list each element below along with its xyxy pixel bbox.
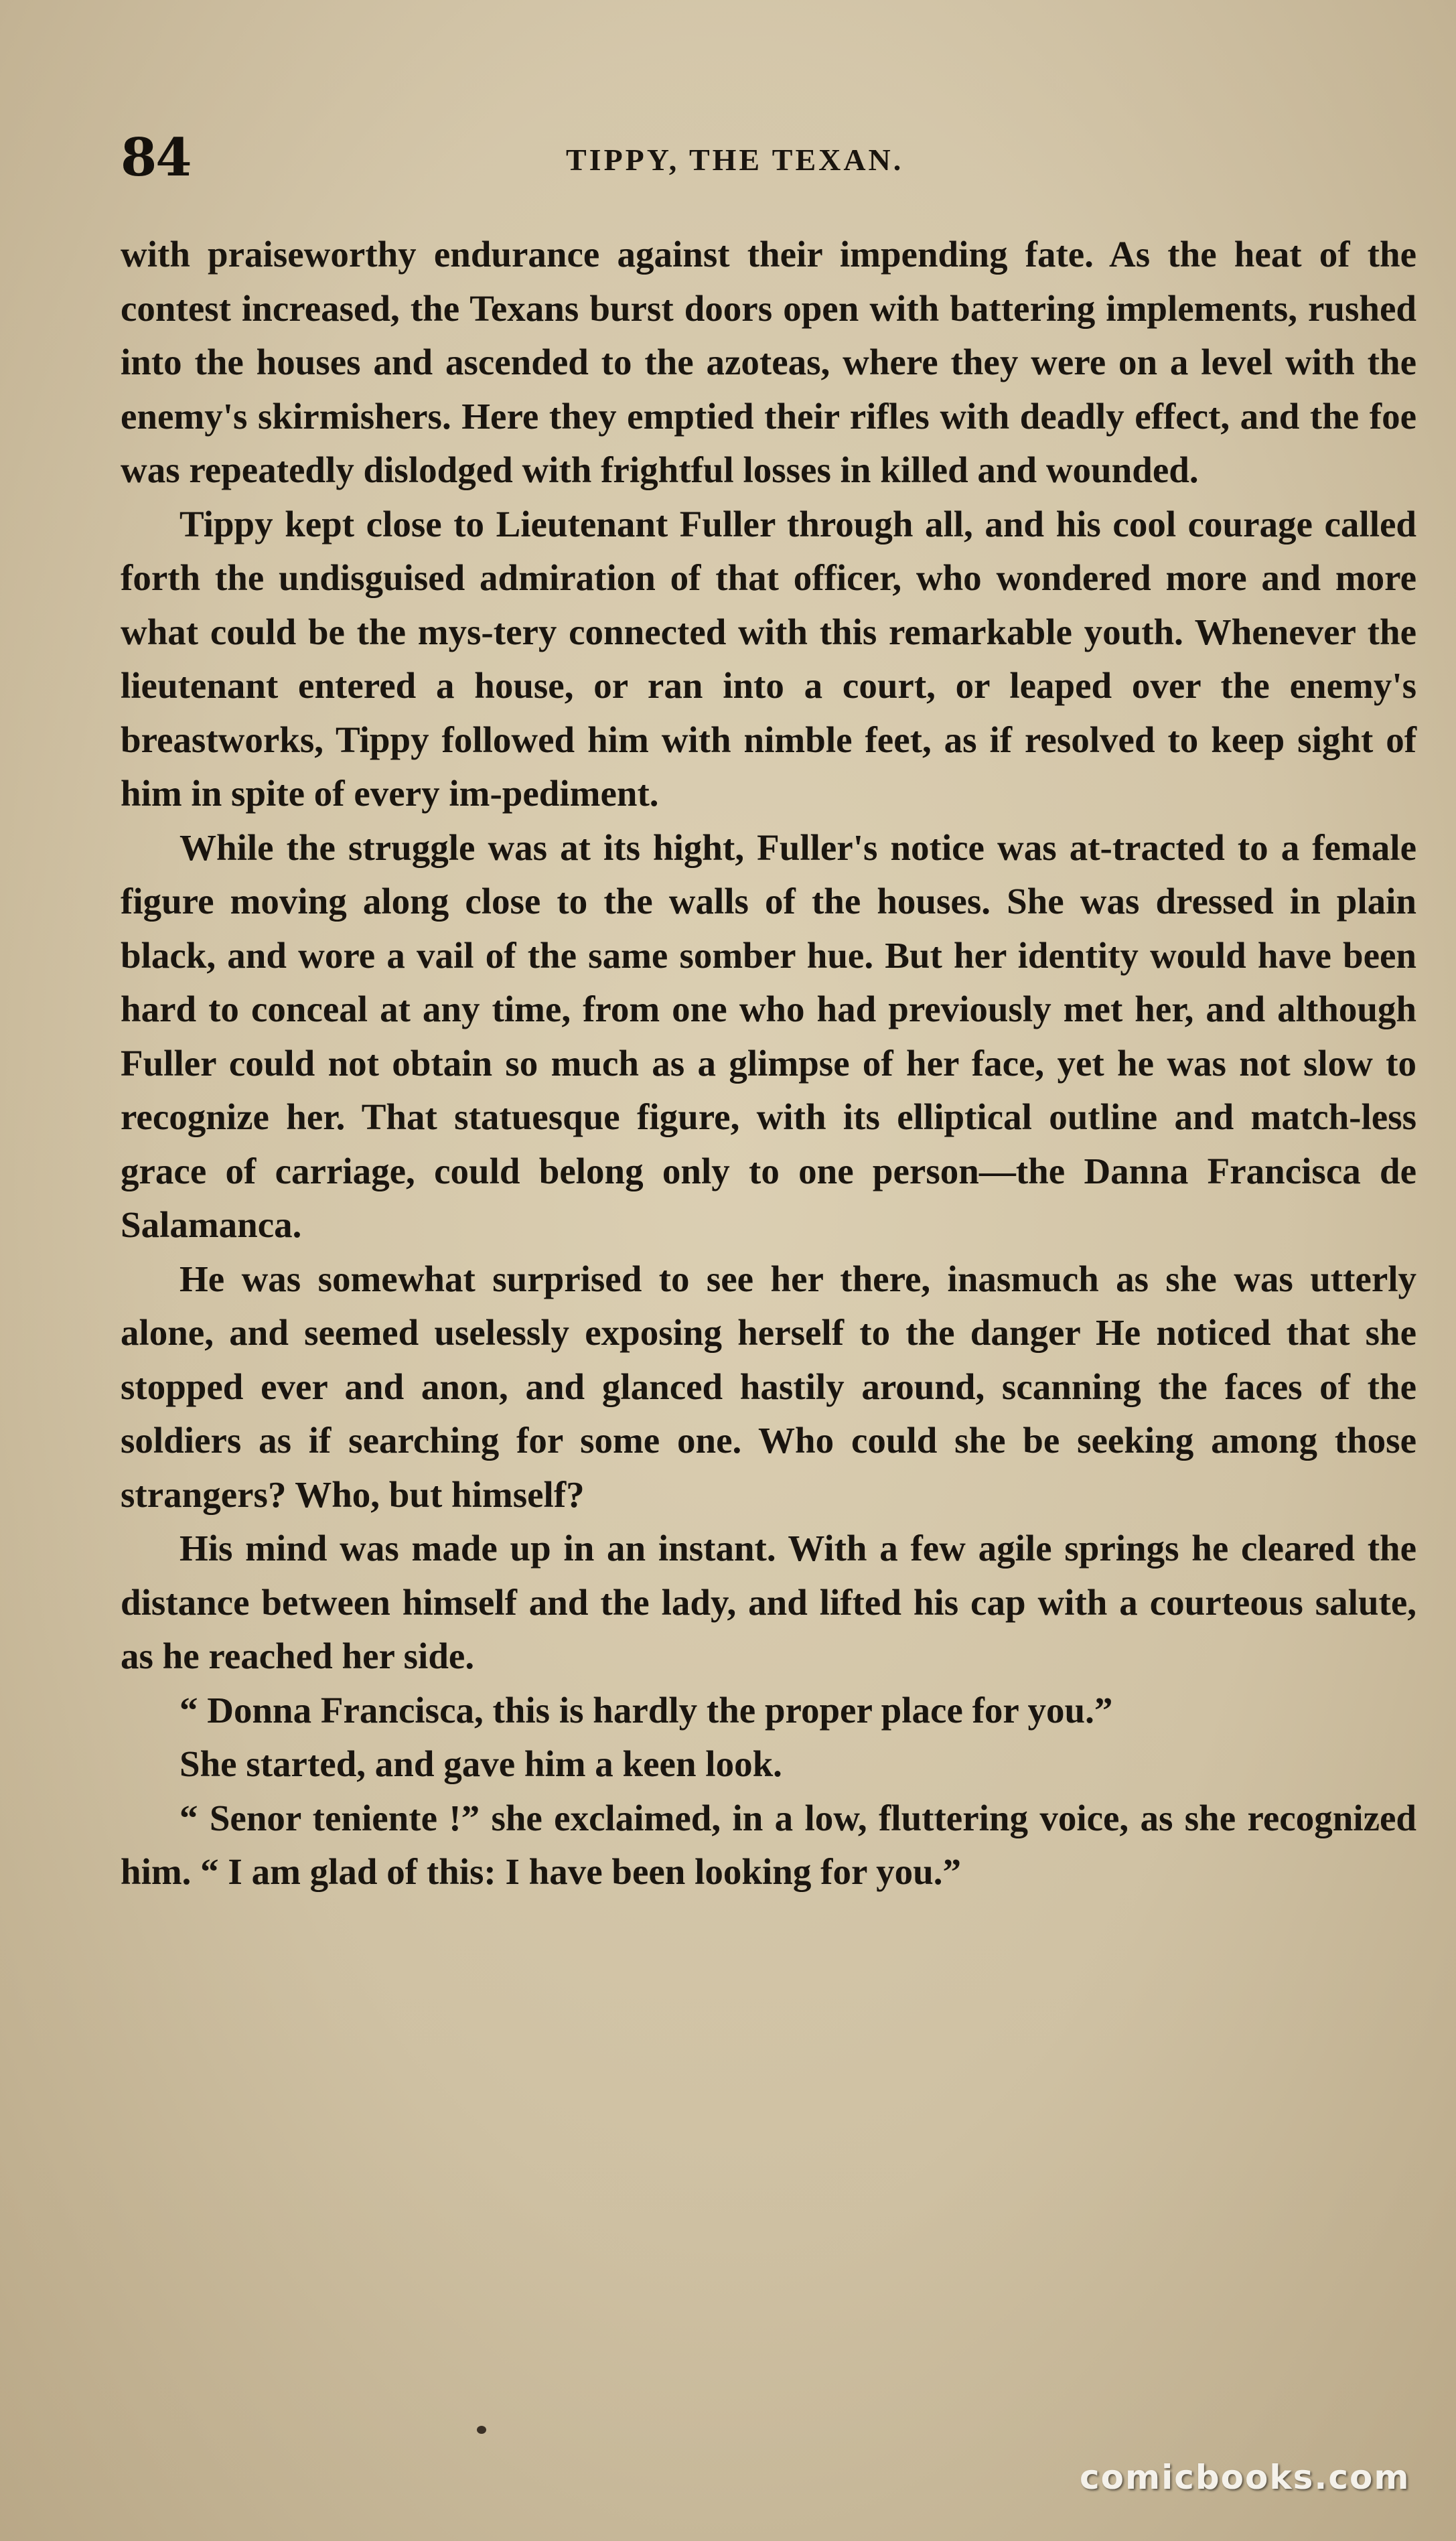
text-line: among those strangers? Who, but himself? [121,1420,1416,1515]
page-header [121,127,1420,188]
paragraph [121,1792,1416,1899]
text-line: to the danger He noticed that she stopped ever and anon, [121,1312,1417,1407]
text-line: tery connected with this remarkable youth. Whenever the [493,611,1416,652]
text-line: “ Senor teniente !” she exclaimed, in a low, fluttering voice, [179,1797,1129,1838]
text-line: deadly effect, and the foe was repeatedly dislodged with [121,395,1416,490]
text-line: as she recognized him. “ I am glad of this: I have been [121,1797,1416,1892]
paragraph [121,1737,1416,1792]
paragraph [121,1252,1416,1522]
text-line: ascended to the azoteas, where they were on a level with the [445,342,1416,382]
site-watermark: comicbooks.com [1080,2458,1410,2497]
paragraph [121,228,1416,498]
text-line: tracted to a female figure moving along close to the walls of [121,826,1416,922]
text-line: As the heat of the contest increased, the Texans burst doors [121,234,1416,329]
text-line: That statuesque figure, with its elliptical outline and match- [361,1096,1362,1137]
text-line: the enemy's breastworks, Tippy followed him with nimble [121,665,1417,760]
text-line: Tippy kept close to Lieutenant Fuller through all, and his [179,503,1101,544]
text-line: feet, as if resolved to keep sight of him in spite of every im- [121,719,1417,814]
text-line: hard to conceal at any time, from one who had previously [121,989,1051,1029]
page-number: 84 [121,127,191,188]
text-line: While the struggle was at its hight, Fuller's notice was at- [179,826,1112,868]
text-line: and lifted his cap with a courteous salute, as he reached her [121,1581,1416,1676]
text-line: officer, who wondered more and more what could be the mys- [121,557,1417,652]
text-line: as if searching for some one. Who could she be seeking [259,1420,1194,1461]
text-line: pediment. [502,773,659,814]
text-line: lieutenant entered a house, or ran into a court, or leaped over [121,665,1201,706]
text-line: enemy's skirmishers. Here they emptied their rifles with [121,395,1010,437]
running-title: TIPPY, THE TEXAN. [566,143,904,177]
text-line: the houses. She was dressed in plain black, and wore a vail [121,881,1416,976]
text-line: and glanced hastily around, scanning the faces of the soldiers [121,1366,1416,1461]
text-line: less grace of carriage, could belong only to one person—the [121,1096,1416,1191]
text-line: She started, and gave him a keen look. [179,1743,782,1784]
text-line: met her, and although Fuller could not obtain so much as a [121,989,1416,1084]
paragraph [121,1684,1416,1738]
ink-dot [477,2426,486,2434]
text-line: side. [403,1636,475,1676]
text-line: He was somewhat surprised to see her there, inasmuch as [179,1258,1149,1299]
text-line: with praiseworthy endurance against their impending fate. [121,234,1094,275]
paragraph [121,1522,1416,1684]
text-line: frightful losses in killed and wounded. [601,449,1199,490]
text-line: “ Donna Francisca, this is hardly the proper place for you.” [179,1689,1113,1731]
text-line: of the same somber hue. But her identity would have been [485,934,1417,976]
text-line: His mind was made up in an instant. With a few agile [179,1528,1052,1569]
paragraph [121,498,1416,821]
text-line: cool courage called forth the undisguised admiration of that [121,503,1416,598]
text-line: Danna Francisca de Salamanca. [121,1150,1417,1245]
text-line: springs he cleared the distance between himself and the lady, [121,1528,1417,1623]
text-line: looking for you.” [695,1851,961,1892]
text-line: glimpse of her face, yet he was not slow to recognize her. [121,1042,1416,1137]
body-text [121,228,1416,1899]
text-line: open with battering implements, rushed into the houses and [121,287,1417,382]
paragraph [121,821,1416,1252]
text-line: she was utterly alone, and seemed uselessly exposing herself [121,1258,1417,1353]
